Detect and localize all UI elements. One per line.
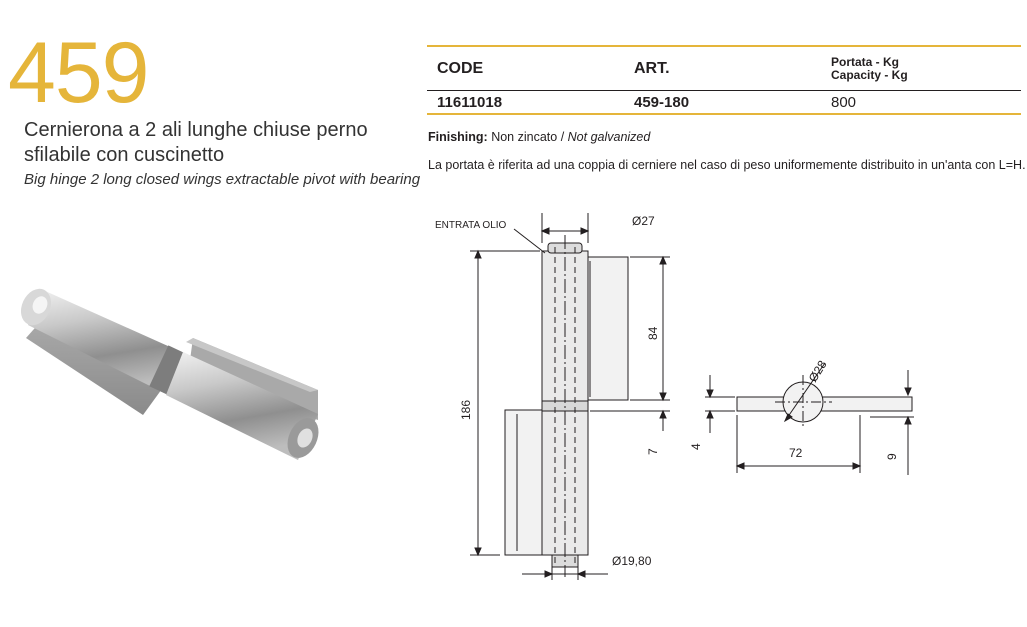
dim-diameter-section: Ø28 [805, 357, 830, 385]
col-header-art: ART. [624, 46, 821, 91]
finishing-en: Not galvanized [567, 130, 651, 144]
dim-gap: 7 [646, 448, 660, 455]
dim-total-height: 186 [459, 399, 473, 420]
product-title-english: Big hinge 2 long closed wings extractable pivot with bearing [24, 171, 421, 188]
product-title-italian: Cernierona a 2 ali lunghe chiuse perno sfilabile con cuscinetto [24, 119, 368, 166]
finishing-label: Finishing: [428, 130, 488, 144]
dim-side: 9 [885, 453, 899, 460]
capacity-note: La portata è riferita ad una coppia di cerniere nel caso di peso uniformemente distribuito in un'anta con L=H. [428, 158, 1026, 172]
finishing-separator: / [557, 130, 568, 144]
dim-thickness: 4 [689, 443, 703, 450]
hinge-photo [18, 270, 348, 470]
product-number: 459 [8, 25, 149, 121]
table-header-row [427, 46, 1021, 91]
dim-width: 72 [789, 446, 803, 460]
col-header-code: CODE [427, 46, 624, 91]
spec-table [427, 45, 1021, 115]
table-row [427, 91, 1021, 115]
dim-diameter-bottom: Ø19,80 [612, 554, 652, 568]
cell-code: 11611018 [427, 91, 624, 115]
dim-height-upper: 84 [646, 326, 660, 340]
oil-inlet-label: ENTRATA OLIO [435, 220, 507, 231]
finishing-it: Non zincato [491, 130, 558, 144]
technical-drawing [430, 205, 930, 585]
capacity-label-en: Capacity - Kg [831, 67, 908, 82]
dim-diameter-top: Ø27 [632, 214, 655, 228]
cell-art: 459-180 [624, 91, 821, 115]
capacity-label-it: Portata - Kg [831, 54, 900, 69]
cell-capacity: 800 [821, 91, 1021, 115]
finishing-line [428, 130, 650, 144]
col-header-capacity [821, 46, 1021, 91]
